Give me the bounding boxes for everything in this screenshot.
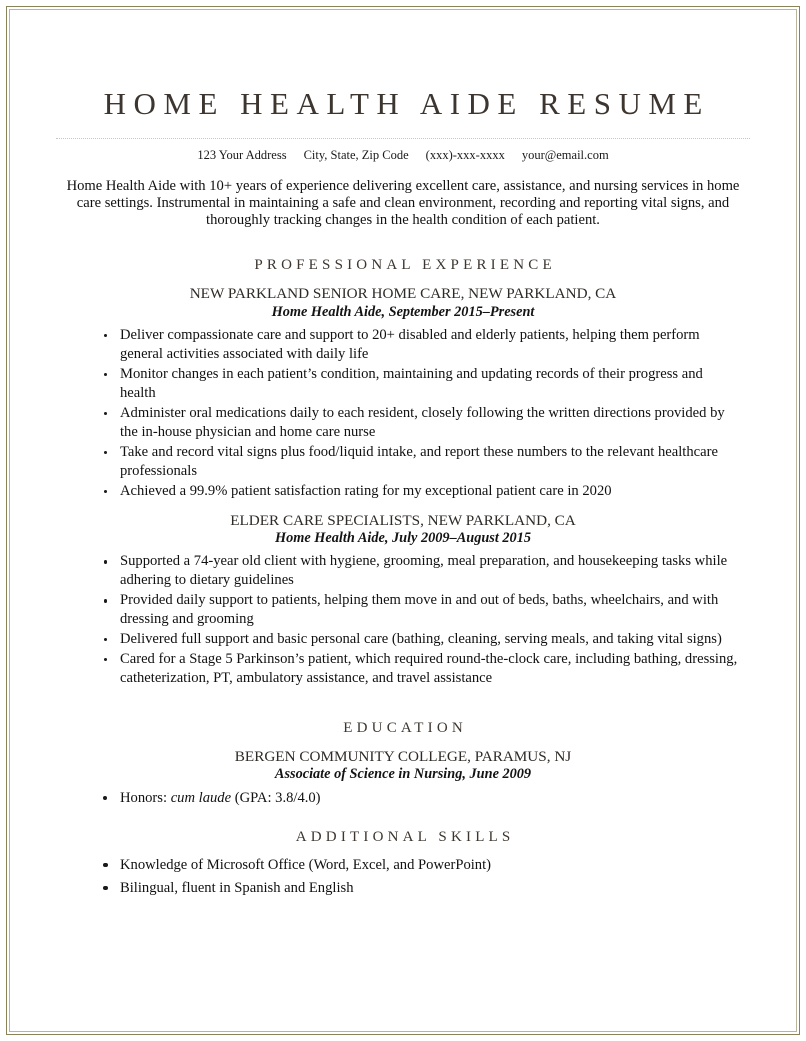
degree-dates: Associate of Science in Nursing, June 2009 xyxy=(274,766,532,783)
list-item: Supported a 74-year old client with hygiene, grooming, meal preparation, and housekeeping tasks while adhering to dietary guidelines xyxy=(120,552,750,590)
honors-gpa: (GPA: 3.8/4.0) xyxy=(231,789,321,806)
list-item: Knowledge of Microsoft Office (Word, Excel, and PowerPoint) xyxy=(120,856,750,875)
honors-prefix: Honors: xyxy=(120,789,171,806)
list-item: Administer oral medications daily to each resident, closely following the written directions provided by the in-house physician and home care nurse xyxy=(120,404,750,442)
employer-name: ELDER CARE SPECIALISTS, NEW PARKLAND, CA xyxy=(230,511,576,529)
contact-phone: (xxx)-xxx-xxxx xyxy=(425,147,505,162)
list-item: Take and record vital signs plus food/liquid intake, and report these numbers to the relevant healthcare professionals xyxy=(120,443,750,481)
experience-entry-2 xyxy=(56,512,750,688)
section-header-education: EDUCATION xyxy=(343,719,467,736)
page-title: HOME HEALTH AIDE RESUME xyxy=(103,86,710,121)
resume-content xyxy=(56,0,750,901)
list-item: Bilingual, fluent in Spanish and English xyxy=(120,879,750,898)
professional-summary: Home Health Aide with 10+ years of experience delivering excellent care, assistance, and nursing services in home care settings. Instrumental in maintaining a safe and clean environment, recording and reporting vital signs, and thoroughly tracking changes in the health condition of each patient. xyxy=(66,177,740,228)
honors-latin: cum laude xyxy=(170,789,232,806)
employer-name: NEW PARKLAND SENIOR HOME CARE, NEW PARKLAND, CA xyxy=(189,285,617,303)
list-item: Delivered full support and basic personal care (bathing, cleaning, serving meals, and taking vital signs) xyxy=(120,630,750,649)
education-entry-1 xyxy=(56,748,750,808)
experience-bullets-1 xyxy=(56,326,750,501)
section-header-skills: ADDITIONAL SKILLS xyxy=(295,828,515,845)
list-item xyxy=(120,789,750,808)
contact-address: 123 Your Address xyxy=(197,147,287,162)
experience-entry-1 xyxy=(56,285,750,500)
skills-bullets xyxy=(56,856,750,898)
title-divider xyxy=(56,138,750,140)
education-bullets xyxy=(56,789,750,808)
job-title-dates: Home Health Aide, September 2015–Present xyxy=(271,303,535,320)
contact-city-state-zip: City, State, Zip Code xyxy=(303,147,409,162)
list-item: Provided daily support to patients, helping them move in and out of beds, baths, wheelchairs, and with dressing and grooming xyxy=(120,591,750,629)
list-item: Achieved a 99.9% patient satisfaction rating for my exceptional patient care in 2020 xyxy=(120,482,750,501)
experience-bullets-2 xyxy=(56,552,750,688)
list-item: Monitor changes in each patient’s condition, maintaining and updating records of their progress and health xyxy=(120,365,750,403)
contact-bar xyxy=(56,148,750,163)
list-item: Deliver compassionate care and support to 20+ disabled and elderly patients, helping them perform general activities associated with daily life xyxy=(120,326,750,364)
list-item: Cared for a Stage 5 Parkinson’s patient, which required round-the-clock care, including bathing, dressing, catheterization, PT, ambulatory assistance, and travel assistance xyxy=(120,650,750,688)
job-title-dates: Home Health Aide, July 2009–August 2015 xyxy=(274,530,532,547)
section-header-experience: PROFESSIONAL EXPERIENCE xyxy=(254,257,556,274)
school-name: BERGEN COMMUNITY COLLEGE, PARAMUS, NJ xyxy=(234,747,572,765)
contact-email: your@email.com xyxy=(521,147,609,162)
